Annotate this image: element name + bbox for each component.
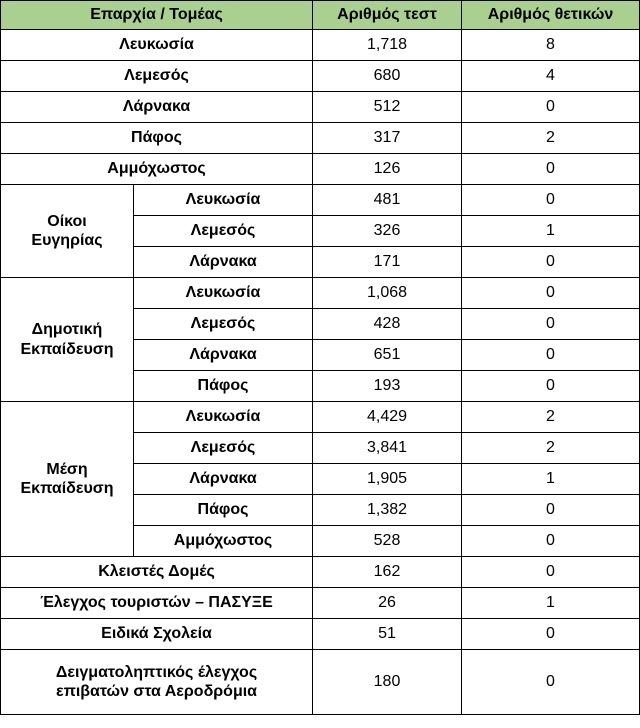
row-label: Κλειστές Δομές [1,557,313,588]
tests-value: 1,718 [313,30,462,61]
tests-value: 51 [313,619,462,650]
positives-value: 0 [462,650,640,715]
group-label-nursing-homes [1,185,134,278]
row-label: Λευκωσία [134,278,313,309]
header-tests: Αριθμός τεστ [313,1,462,30]
row-label: Λεμεσός [134,216,313,247]
positives-value: 0 [462,92,640,123]
group-label-secondary-education [1,402,134,557]
table-row [1,154,640,185]
positives-value: 0 [462,371,640,402]
positives-value: 1 [462,464,640,495]
tests-value: 3,841 [313,433,462,464]
table-row [1,557,640,588]
table-row [1,402,640,433]
table-row [1,278,640,309]
table-row [1,123,640,154]
table-row [1,61,640,92]
table-row [1,619,640,650]
group-label-line1: Δημοτική [31,321,103,339]
positives-value: 8 [462,30,640,61]
group-label-primary-education [1,278,134,402]
positives-value: 1 [462,216,640,247]
group-label-line2: Εκπαίδευση [20,480,114,497]
row-label: Έλεγχος τουριστών – ΠΑΣΥΞΕ [1,588,313,619]
row-label-airport-sampling [1,650,313,715]
group-label-line1: Μέση [46,460,88,478]
group-label-line1: Οίκοι [47,212,87,230]
group-label-line2: Ευγηρίας [31,232,103,249]
positives-value: 4 [462,61,640,92]
tests-value: 1,068 [313,278,462,309]
row-label: Ειδικά Σχολεία [1,619,313,650]
row-label: Λεμεσός [1,61,313,92]
tests-value: 1,905 [313,464,462,495]
tests-value: 528 [313,526,462,557]
positives-value: 0 [462,278,640,309]
row-label: Πάφος [134,371,313,402]
positives-value: 0 [462,154,640,185]
row-label: Λάρνακα [134,340,313,371]
positives-value: 0 [462,526,640,557]
tests-value: 651 [313,340,462,371]
tests-value: 180 [313,650,462,715]
row-label: Λεμεσός [134,309,313,340]
row-label: Αμμόχωστος [1,154,313,185]
tests-value: 126 [313,154,462,185]
tests-value: 512 [313,92,462,123]
row-label: Λευκωσία [134,185,313,216]
header-row [1,1,640,30]
group-label-line2: Εκπαίδευση [20,340,114,358]
positives-value: 2 [462,123,640,154]
table-row [1,588,640,619]
tests-value: 428 [313,309,462,340]
tests-value: 317 [313,123,462,154]
positives-value: 0 [462,185,640,216]
tests-value: 171 [313,247,462,278]
row-label: Λάρνακα [134,464,313,495]
row-label: Λευκωσία [134,402,313,433]
row-label: Λεμεσός [134,433,313,464]
positives-value: 0 [462,557,640,588]
row-label-line1: Δειγματοληπτικός έλεγχος [55,663,258,681]
table-row [1,185,640,216]
positives-value: 0 [462,309,640,340]
positives-value: 0 [462,340,640,371]
row-label: Λευκωσία [1,30,313,61]
tests-value: 4,429 [313,402,462,433]
tests-value: 680 [313,61,462,92]
positives-value: 1 [462,588,640,619]
positives-value: 2 [462,433,640,464]
positives-value: 0 [462,495,640,526]
row-label-line2: επιβατών στα Αεροδρόμια [55,683,258,700]
tests-value: 162 [313,557,462,588]
header-positives: Αριθμός θετικών [462,1,640,30]
row-label: Πάφος [134,495,313,526]
table-row [1,650,640,715]
row-label: Πάφος [1,123,313,154]
tests-value: 26 [313,588,462,619]
row-label: Λάρνακα [134,247,313,278]
table-row [1,92,640,123]
header-district-sector: Επαρχία / Τομέας [1,1,313,30]
tests-value: 193 [313,371,462,402]
row-label: Αμμόχωστος [134,526,313,557]
tests-value: 1,382 [313,495,462,526]
positives-value: 2 [462,402,640,433]
tests-value: 481 [313,185,462,216]
positives-value: 0 [462,247,640,278]
tests-value: 326 [313,216,462,247]
table-row [1,30,640,61]
positives-value: 0 [462,619,640,650]
row-label: Λάρνακα [1,92,313,123]
